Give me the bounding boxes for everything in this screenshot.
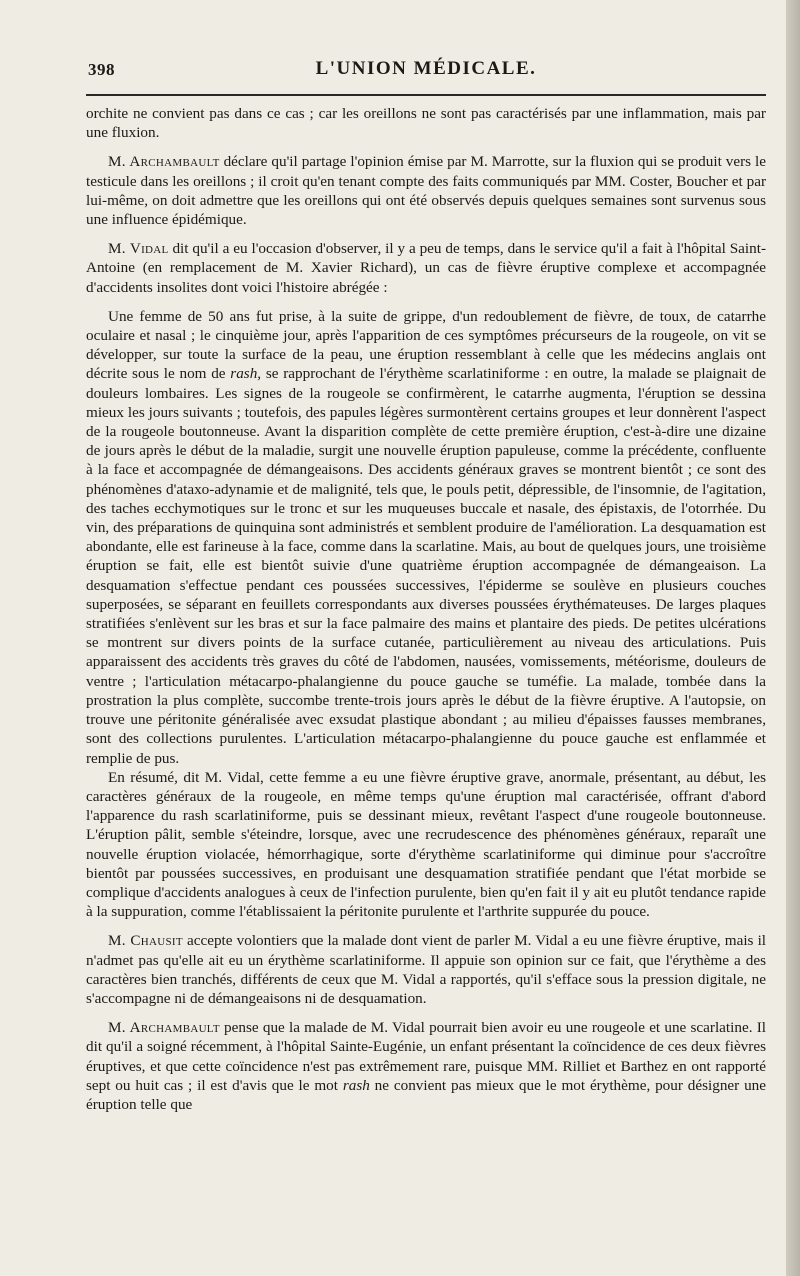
paragraph <box>86 239 766 297</box>
italic-term: rash <box>342 1076 370 1094</box>
header-rule <box>86 94 766 96</box>
paragraph-text: En résumé, dit M. Vidal, cette femme a eu une fièvre éruptive grave, anormale, présentant, au début, les caractères généraux de la rougeole, en même temps qu'une éruption mal caractérisée, offrant d'abord l'apparence du rash scarlatiniforme, puis se dessinant mieux, revêtant l'aspect d'une rougeole boutonneuse. L'éruption pâlit, semble s'éteindre, lorsque, avec une recrudescence des phénomènes généraux, reparaît une nouvelle éruption violacée, hémorrhagique, sorte d'érythème scarlatiniforme qui diminue pour s'accroître bientôt par poussées successives, en produisant une desquamation stratifiée pendant que l'état morbide se complique d'accidents analogues à ceux de l'infection purulente, bien qu'en fait il y ait eu plutôt tendance rapide à la suppuration, comme l'établissaient la péritonite purulente et l'arthrite suppurée du pouce. <box>86 768 766 921</box>
running-title: L'UNION MÉDICALE. <box>315 58 537 79</box>
page-number: 398 <box>88 60 115 79</box>
page-header <box>86 58 766 90</box>
paragraph-text: pense que la malade de M. Vidal pourrait bien avoir eu une rougeole et une scarlatine. Il dit qu'il a soigné récemment, à l'hôpital Sainte-Eugénie, un enfant présentant la coïncidence de ces deux fièvres éruptives, et que cette coïncidence n'est pas extrêmement rare, puisque MM. Rilliet et Barthez en ont rapporté sept ou huit cas ; il est d'avis que le mot <box>86 1019 766 1094</box>
paragraph-text: Une femme de 50 ans fut prise, à la suite de grippe, d'un redoublement de fièvre, de toux, de catarrhe oculaire et nasal ; le cinquième jour, après l'apparition de ces symptômes précurseurs de la rougeole, on vit se développer, sur toute la surface de la peau, une éruption ressemblant à celle que les médecins anglais ont décrite sous le nom de <box>86 307 766 383</box>
paragraph-text: déclare qu'il partage l'opinion émise par M. Marrotte, sur la fluxion qui se produit vers le testicule dans les oreillons ; il croit qu'en tenant compte des faits communiqués par MM. Coster, Boucher et par lui-même, on doit admettre que les oreillons qui ont été observés depuis quelques semaines sont survenus sous une influence épidémique. <box>86 153 766 229</box>
paragraph-text: ne convient pas mieux que le mot érythème, pour désigner une éruption telle que <box>86 1076 766 1113</box>
italic-term: rash, <box>230 365 262 383</box>
paragraph <box>86 104 766 142</box>
paragraph <box>86 152 766 229</box>
paragraph-text: se rapprochant de l'érythème scarlatiniforme : en outre, la malade se plaignait de douleurs lombaires. Les signes de la rougeole se confirmèrent, le catarrhe augmenta, l'éruption se dessina mieux les jours suivants ; toutefois, des papules légères surmontèrent certains groupes et leur donnèrent l'aspect de la rougeole boutonneuse. Avant la disparition complète de cette première éruption, c'est-à-dire une dizaine de jours après le début de la maladie, surgit une nouvelle éruption papuleuse, comme la précédente, confluente à la face et accompagnée de démangeaisons. Des accidents généraux graves se montrent bientôt ; ce sont des phénomènes d'ataxo-adynamie et de malignité, tels que, le pouls petit, dépressible, de l'insomnie, de l'agitation, des taches ecchymotiques sur le tronc et sur les muqueuses buccale et nasale, des épistaxis, de l'otorrhée. Du vin, des préparations de quinquina sont administrés et semblent produire de l'amélioration. La desquamation est abondante, elle est farineuse à la face, comme dans la scarlatine. Mais, au bout de quelques jours, une troisième éruption se fait, elle est bientôt suivie d'une quatrième éruption accompagnée de démangeaison. La desquamation s'effectue pendant ces poussées successives, l'épiderme se soulève en plusieurs couches superposées, se séparant en feuillets correspondants aux diverses poussées érythémateuses. De larges plaques stratifiées s'enlèvent sur les bras et sur la face palmaire des mains et plantaire des pieds. De petites ulcérations se montrent sur divers points de la surface cutanée, particulièrement au niveau des articulations. Puis apparaissent des accidents très graves du côté de l'abdomen, nausées, vomissements, météorisme, douleurs de ventre ; l'articulation métacarpo-phalangienne du pouce gauche se tuméfie. La malade, tombée dans la prostration la plus complète, succombe trente-trois jours après le début de la fièvre éruptive. A l'autopsie, on trouve une péritonite généralisée avec exsudat plastique abondant ; au milieu d'épaisses fausses membranes, sont des collections purulentes. L'articulation métacarpo-phalangienne du pouce gauche est enflammée et remplie de pus. <box>86 365 766 767</box>
paragraph-text: accepte volontiers que la malade dont vient de parler M. Vidal a eu une fièvre éruptive, mais il n'admet pas qu'elle ait eu un érythème scarlatiniforme. Il appuie son opinion sur ce fait, que l'érythème a des caractères bien tranchés, différents de ceux que M. Vidal a rapportés, qu'il s'efface sous la pression digitale, ne s'accompagne ni de démangeaisons ni de desquamation. <box>86 932 767 1007</box>
paragraph <box>86 931 766 1008</box>
paragraph <box>86 1018 766 1114</box>
speaker-name: M. Vidal <box>108 240 169 258</box>
article-body <box>86 104 766 1114</box>
speaker-name: M. Archambault <box>108 1019 220 1037</box>
paragraph <box>86 307 766 768</box>
paragraph-text: dit qu'il a eu l'occasion d'observer, il y a peu de temps, dans le service qu'il a fait à l'hôpital Saint-Antoine (en remplacement de M. Xavier Richard), un cas de fièvre éruptive complexe et accompagnée d'accidents insolites dont voici l'histoire abrégée : <box>86 240 767 296</box>
speaker-name: M. Archambault <box>108 153 220 171</box>
page-edge <box>786 0 800 1276</box>
paragraph <box>86 768 766 922</box>
paragraph-text: orchite ne convient pas dans ce cas ; car les oreillons ne sont pas caractérisés par une inflammation, mais par une fluxion. <box>86 105 766 142</box>
speaker-name: M. Chausit <box>108 932 183 950</box>
